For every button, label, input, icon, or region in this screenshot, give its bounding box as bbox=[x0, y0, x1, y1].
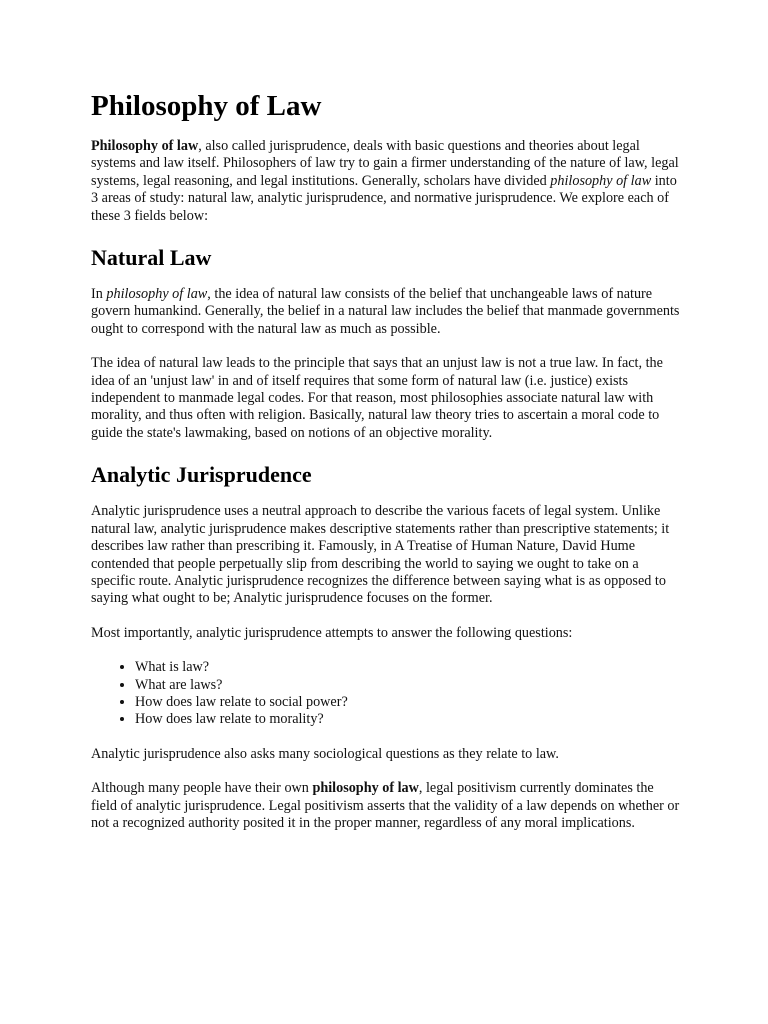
page-title: Philosophy of Law bbox=[91, 90, 322, 122]
natural-law-heading: Natural Law bbox=[91, 245, 212, 271]
intro-paragraph bbox=[91, 138, 681, 225]
natural-law-p1-text-2: , the idea of natural law consists of the belief that unchangeable laws of nature govern humankind. Generally, the belief in a natural law includes the belief that manmade governments ought to correspond with the natural law as much as possible. bbox=[91, 286, 680, 337]
list-item: • What are laws? bbox=[135, 677, 681, 694]
natural-law-paragraph-1 bbox=[91, 286, 681, 338]
analytic-paragraph-2: Most importantly, analytic jurisprudence attempts to answer the following questions: bbox=[91, 624, 573, 641]
analytic-paragraph-4 bbox=[91, 780, 681, 832]
analytic-paragraph-3: Analytic jurisprudence also asks many sociological questions as they relate to law. bbox=[91, 745, 559, 762]
analytic-jurisprudence-heading: Analytic Jurisprudence bbox=[91, 462, 312, 488]
intro-text-2: into 3 areas of study: natural law, analytic jurisprudence, and normative jurisprudence. We explore each of these 3 fields below: bbox=[91, 172, 677, 224]
natural-law-paragraph-2: The idea of natural law leads to the principle that says that an unjust law is not a true law. In fact, the idea of an 'unjust law' in and of itself requires that some form of natural law (i.e. justice) exists independent to manmade legal codes. For that reason, most philosophies associate natural law with morality, and thus often with religion. Basically, natural law theory tries to ascertain a moral code to guide the state's lawmaking, based on notions of an objective morality. bbox=[91, 355, 663, 441]
analytic-paragraph-1: Analytic jurisprudence uses a neutral approach to describe the various facets of legal system. Unlike natural law, analytic jurisprudence makes descriptive statements rather than prescriptive statements; it describes law rather than prescribing it. Famously, in A Treatise of Human Nature, David Hume contended that people perpetually slip from describing the world to saying we ought to take on a specific route. Analytic jurisprudence recognizes the difference between saying what is as opposed to saying what ought to be; Analytic jurisprudence focuses on the former. bbox=[91, 503, 670, 607]
natural-law-p1-italic: philosophy of law bbox=[106, 286, 208, 303]
analytic-p4-bold: philosophy of law bbox=[312, 780, 419, 797]
list-item: • What is law? bbox=[135, 659, 681, 676]
natural-law-p1-text-1: In bbox=[91, 286, 107, 303]
analytic-p4-text-2: , legal positivism currently dominates the field of analytic jurisprudence. Legal positivism asserts that the validity of a law depends on whether or not a recognized authority posited it in the proper manner, regardless of any moral implications. bbox=[91, 780, 680, 831]
analytic-p4-text-1: Although many people have their own bbox=[91, 780, 313, 797]
questions-list bbox=[91, 659, 681, 729]
intro-text-1: , also called jurisprudence, deals with basic questions and theories about legal systems and law itself. Philosophers of law try to gain a firmer understanding of the nature of law, legal systems, legal reasoning, and legal institutions. Generally, scholars have divided bbox=[91, 138, 679, 189]
italic-term: philosophy of law bbox=[550, 172, 652, 189]
document-page bbox=[91, 88, 681, 849]
list-item: • How does law relate to social power? bbox=[135, 694, 681, 711]
bold-term: Philosophy of law bbox=[91, 138, 199, 154]
list-item: • How does law relate to morality? bbox=[135, 711, 681, 728]
